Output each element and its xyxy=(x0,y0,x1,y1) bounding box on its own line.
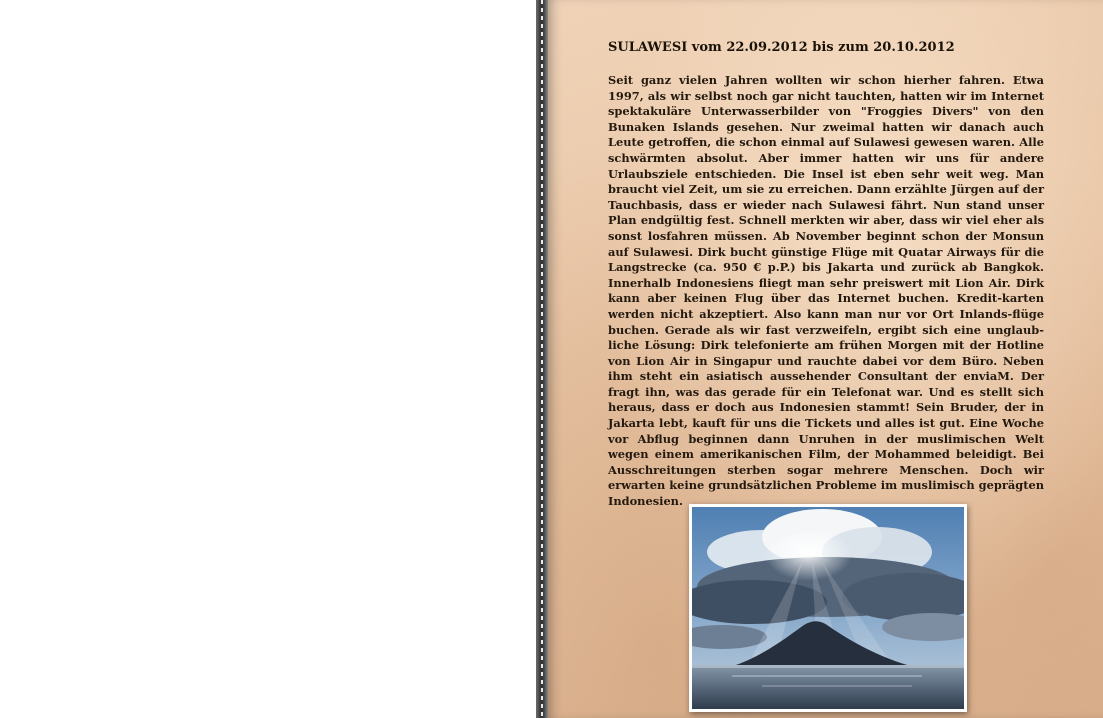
story-text: Seit ganz vielen Jahren wollten wir schon hierher fahren. Etwa 1997, als wir selbst noch gar nicht tauchten, hatten wir im Internet spektakuläre Unterwasserbilder von "Froggies Divers" von den Bunaken Islands gesehen. Nur zweimal hatten wir danach auch Leute getroffen, die schon einmal auf Sulawesi gewesen waren. Alle schwärmten absolut. Aber immer hatten wir uns für andere Urlaubsziele entschieden. Die Insel ist eben sehr weit weg. Man braucht viel Zeit, um sie zu erreichen. Dann erzählte Jürgen auf der Tauchbasis, dass er wieder nach Sulawesi fährt. Nun stand unser Plan endgültig fest. Schnell merkten wir aber, dass wir viel eher als sonst losfahren müssen. Ab November beginnt schon der Monsun auf Sulawesi. Dirk bucht günstige Flüge mit Quatar Airways für die Langstrecke (ca. 950 € p.P.) bis Jakarta und zurück ab Bangkok. Innerhalb Indonesiens fliegt man sehr preiswert mit Lion Air. Dirk kann aber keinen Flug über das Internet buchen. Kredit-karten werden nicht akzeptiert. Also kann man nur vor Ort Inlands-flüge buchen. Gerade als wir fast verzweifeln, ergibt sich eine unglaub-liche Lösung: Dirk telefonierte am frühen Morgen mit der Hotline von Lion Air in Singapur und rauchte dabei vor dem Büro. Neben ihm steht ein asiatisch aussehender Consultant der enviaM. Der fragt ihn, was das gerade für ein Telefonat war. Und es stellt sich heraus, dass er doch aus Indonesien stammt! Sein Bruder, der in Jakarta lebt, kauft für uns die Tickets und alles ist gut. Eine Woche vor Abflug beginnen dann Unruhen in der muslimischen Welt wegen einem amerikanischen Film, der Mohammed beleidigt. Bei Ausschreitungen sterben sogar mehrere Menschen. Doch wir erwarten keine grundsätzlichen Probleme im muslimisch geprägten Indonesien. xyxy=(608,73,1044,509)
volcano-island-photo xyxy=(692,507,964,709)
spine-stitching xyxy=(541,0,543,718)
photo-frame xyxy=(689,504,967,712)
right-page xyxy=(548,0,1103,718)
left-blank-page xyxy=(0,0,536,718)
page-title: SULAWESI vom 22.09.2012 bis zum 20.10.2012 xyxy=(608,40,955,55)
